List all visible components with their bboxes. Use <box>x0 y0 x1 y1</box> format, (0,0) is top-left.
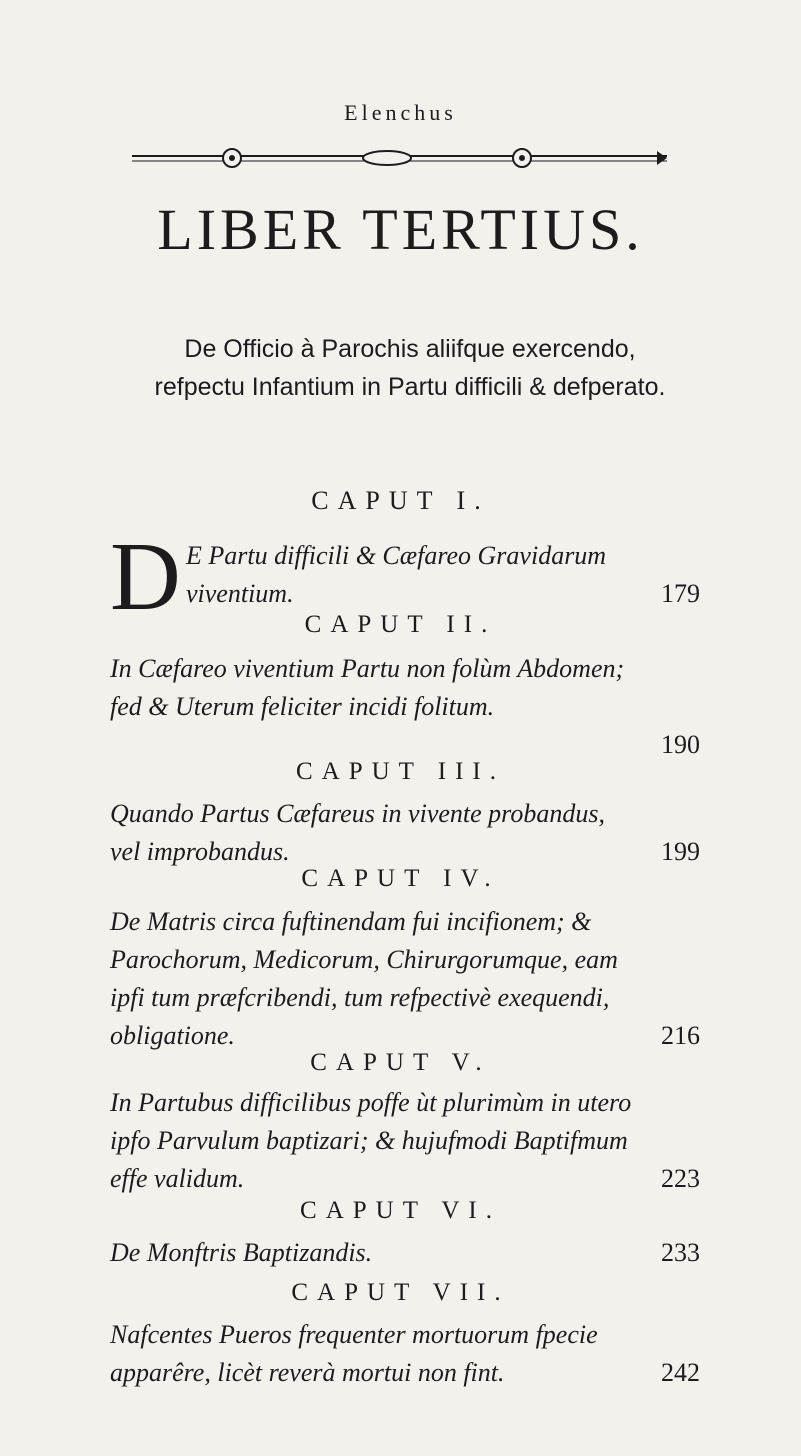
caput-6-entry <box>110 1234 700 1272</box>
caput-7-entry <box>110 1316 700 1392</box>
caput-1-heading: CAPUT I. <box>311 486 490 515</box>
caput-3-heading: CAPUT III. <box>296 758 505 785</box>
caput-4-text: De Matris circa fuftinendam fui incifionem; & Parochorum, Medicorum, Chirurgorumque, eam ipfi tum præfcribendi, tum refpectivè exequendi, obligatione. <box>110 907 618 1050</box>
caput-5-heading: CAPUT V. <box>310 1049 491 1076</box>
running-head: Elenchus <box>344 100 457 125</box>
dropcap-initial: D <box>110 523 181 631</box>
caput-5-entry <box>110 1084 700 1198</box>
caput-2-text: In Cæfareo viventium Partu non folùm Abdomen; fed & Uterum feliciter incidi folitum. <box>110 654 625 721</box>
ornamental-rule <box>132 147 667 171</box>
book-title: LIBER TERTIUS. <box>157 197 644 262</box>
caput-7-page: 242 <box>661 1358 700 1387</box>
caput-3-entry <box>110 795 700 871</box>
caput-1-page: 179 <box>661 579 700 608</box>
caput-6-page: 233 <box>661 1238 700 1267</box>
caput-4-heading: CAPUT IV. <box>301 865 500 892</box>
caput-5-page: 223 <box>661 1164 700 1193</box>
caput-4-entry <box>110 903 700 1055</box>
caput-1-text: E Partu difficili & Cæfareo Gravidarum viventium. <box>186 541 607 608</box>
caput-4-page: 216 <box>661 1021 700 1050</box>
caput-1-entry <box>186 537 700 613</box>
caput-6-text: De Monftris Baptizandis. <box>110 1238 373 1267</box>
caput-5-text: In Partubus difficilibus poffe ùt plurimùm in utero ipfo Parvulum baptizari; & hujufmodi Baptifmum effe validum. <box>110 1088 632 1193</box>
book-subtitle: De Officio à Parochis aliifque exercendo, refpectu Infantium in Partu difficili & defperato. <box>154 335 666 401</box>
caput-2-entry: In Cæfareo viventium Partu non folùm Abdomen; fed & Uterum feliciter incidi folitum. 190 <box>110 650 700 726</box>
caput-7-text: Nafcentes Pueros frequenter mortuorum fpecie apparêre, licèt reverà mortui non fint. <box>110 1320 598 1387</box>
caput-6-heading: CAPUT VI. <box>300 1197 501 1224</box>
caput-3-text: Quando Partus Cæfareus in vivente probandus, vel improbandus. <box>110 799 605 866</box>
caput-7-heading: CAPUT VII. <box>291 1279 510 1306</box>
caput-3-page: 199 <box>661 837 700 866</box>
caput-2-heading: CAPUT II. <box>304 611 497 638</box>
